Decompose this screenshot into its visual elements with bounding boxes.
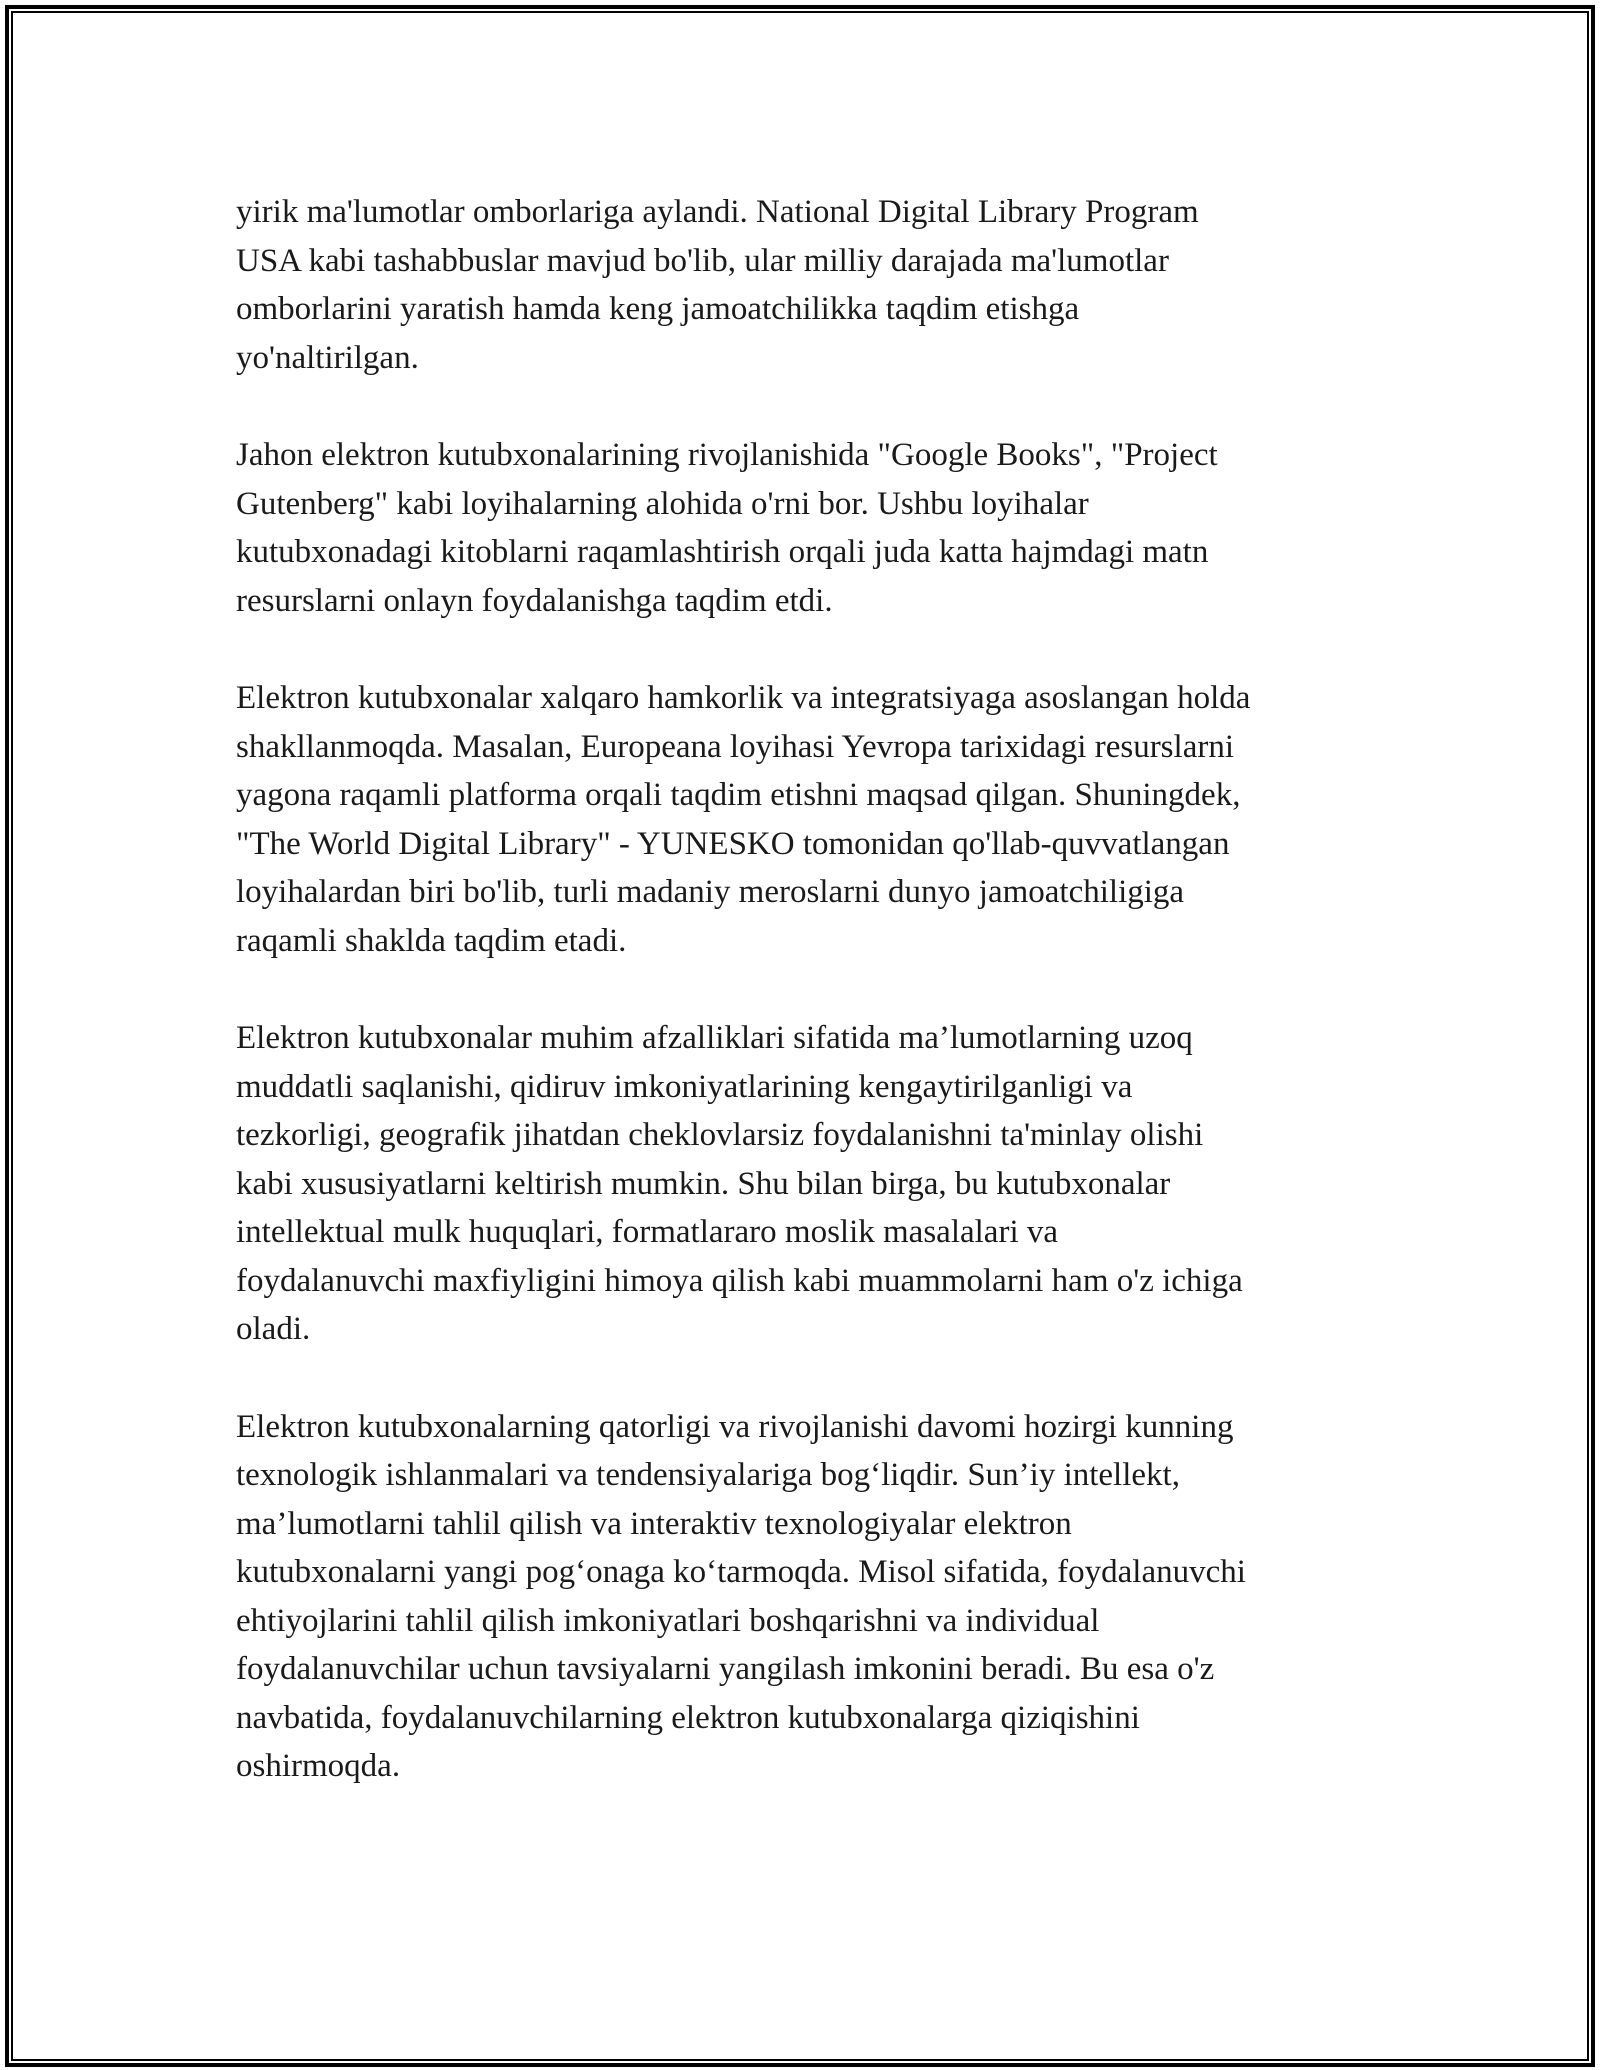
paragraph-4: Elektron kutubxonalar muhim afzalliklari sifatida ma’lumotlarning uzoq muddatli saqlanishi, qidiruv imkoniyatlarining kengaytirilganligi va tezkorligi, geografik jihatdan cheklovlarsiz foydalanishni ta'minlay olishi kabi xususiyatlarni keltirish mumkin. Shu bilan birga, bu kutubxonalar intellektual mulk huquqlari, formatlararo moslik masalalari va foydalanuvchi maxfiyligini himoya qilish kabi muammolarni ham o'z ichiga oladi. <box>236 1020 1243 1347</box>
paragraph-3: Elektron kutubxonalar xalqaro hamkorlik va integratsiyaga asoslangan holda shakllanmoqda. Masalan, Europeana loyihasi Yevropa tarixidagi resurslarni yagona raqamli platforma orqali taqdim etishni maqsad qilgan. Shuningdek, "The World Digital Library" - YUNESKO tomonidan qo'llab-quvvatlangan loyihalardan biri bo'lib, turli madaniy meroslarni dunyo jamoatchiligiga raqamli shaklda taqdim etadi. <box>236 680 1251 959</box>
paragraph-1: yirik ma'lumotlar omborlariga aylandi. National Digital Library Program USA kabi tashabbuslar mavjud bo'lib, ular milliy darajada ma'lumotlar omborlarini yaratish hamda keng jamoatchilikka taqdim etishga yo'naltirilgan. <box>236 194 1199 376</box>
paragraph-5: Elektron kutubxonalarning qatorligi va rivojlanishi davomi hozirgi kunning texnologik ishlanmalari va tendensiyalariga bog‘liqdir. Sun’iy intellekt, ma’lumotlarni tahlil qilish va interaktiv texnologiyalar elektron kutubxonalarni yangi pog‘onaga ko‘tarmoqda. Misol sifatida, foydalanuvchi ehtiyojlarini tahlil qilish imkoniyatlari boshqarishni va individual foydalanuvchilar uchun tavsiyalarni yangilash imkonini beradi. Bu esa o'z navbatida, foydalanuvchilarning elektron kutubxonalarga qiziqishini oshirmoqda. <box>236 1408 1246 1784</box>
document-body <box>236 188 1366 1840</box>
paragraph-2: Jahon elektron kutubxonalarining rivojlanishida "Google Books", "Project Gutenberg" kabi loyihalarning alohida o'rni bor. Ushbu loyihalar kutubxonadagi kitoblarni raqamlashtirish orqali juda katta hajmdagi matn resurslarni onlayn foydalanishga taqdim etdi. <box>236 437 1218 619</box>
